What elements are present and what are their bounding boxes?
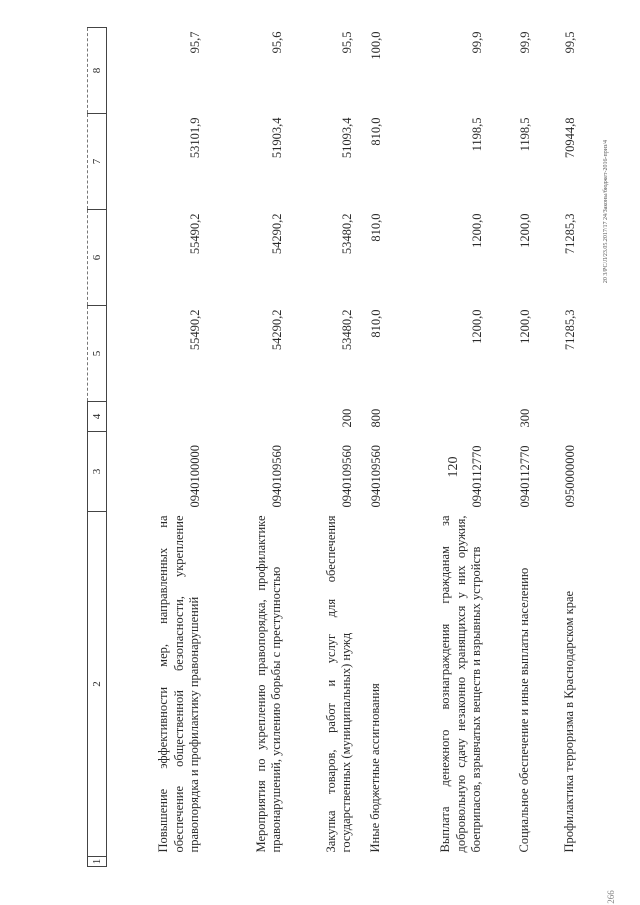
row-csr: 0950000000 [562,445,577,508]
row-col7: 810,0 [368,117,383,146]
row-col7: 51093,4 [339,117,354,159]
row-name: Повышение эффективности мер, направленных на обеспечение общественной безопасности, укрепление правопорядка и профилактику правонарушений [156,515,201,853]
header-col-5: 5 [88,306,107,402]
row-csr: 0940112770 [517,445,532,508]
row-col7: 1198,5 [469,117,484,152]
row-col5: 53480,2 [339,309,354,351]
row-csr: 0940100000 [187,445,202,508]
row-vr: 200 [339,408,354,428]
table-row [384,28,485,867]
row-vr [533,402,578,432]
row-col8: 99,5 [562,31,577,54]
row-col6: 1200,0 [469,213,484,248]
row-col8: 95,5 [339,31,354,54]
row-col6: 1200,0 [517,213,532,248]
row-csr: 0940112770 [469,445,484,508]
row-col6: 71285,3 [562,213,577,255]
row-csr: 0940109560 [269,445,284,508]
corner-mark: 266 [605,890,616,904]
row-vr: 800 [368,408,383,428]
row-col5: 71285,3 [562,309,577,351]
header-col-3: 3 [88,432,107,512]
row-col5: 55490,2 [187,309,202,351]
row-col6: 55490,2 [187,213,202,255]
row-col7: 1198,5 [517,117,532,152]
row-vr: 300 [517,408,532,428]
row-col8: 99,9 [469,31,484,54]
row-col6: 53480,2 [339,213,354,255]
row-col5: 1200,0 [517,309,532,344]
row-col5: 54290,2 [269,309,284,351]
row-name: Выплата денежного вознаграждения гражданам за добровольную сдачу незаконно хранящихся у них оружия, боеприпасов, взрывчатых веществ и взрывных устройств [438,515,483,853]
table-row [285,28,355,867]
header-col-7: 7 [88,114,107,210]
row-name: Закупка товаров, работ и услуг для обеспечения государственных (муниципальных) нужд [323,515,353,853]
row-col7: 53101,9 [187,117,202,159]
row-name: Иные бюджетные ассигнования [368,683,382,853]
table-row [355,28,384,867]
row-vr [107,402,203,432]
table-row [107,28,203,867]
table-row [203,28,285,867]
footer-path: 20 3/РС/Л/23.05.2017/17 24/Законы/бюджет-2016-приз/4 [603,140,609,284]
table-row [533,28,578,867]
header-col-2: 2 [88,512,107,857]
row-name: Мероприятия по укреплению правопорядка, профилактике правонарушений, усилению борьбы с преступностью [253,515,283,853]
row-col7: 70944,8 [562,117,577,159]
rotated-table-wrapper [87,28,614,867]
row-name: Социальное обеспечение и иные выплаты населению [517,567,531,853]
row-col8: 95,7 [187,31,202,54]
header-col-4: 4 [88,402,107,432]
header-col-1: 1 [88,857,107,867]
row-col8: 99,9 [517,31,532,54]
header-col-8: 8 [88,28,107,114]
row-col5: 810,0 [368,309,383,338]
header-row [88,28,107,867]
row-name: Профилактика терроризма в Краснодарском крае [562,590,576,853]
row-csr: 0940109560 [339,445,354,508]
row-col7: 51903,4 [269,117,284,159]
row-col5: 1200,0 [469,309,484,344]
header-col-6: 6 [88,210,107,306]
row-col6: 54290,2 [269,213,284,255]
row-vr [384,402,485,432]
table-row [485,28,533,867]
row-vr [203,402,285,432]
budget-table [87,27,578,867]
row-col8: 100,0 [368,31,383,60]
row-col6: 810,0 [368,213,383,242]
row-csr: 0940109560 [368,445,383,508]
page-number: 120 [446,456,461,478]
row-col8: 95,6 [269,31,284,54]
